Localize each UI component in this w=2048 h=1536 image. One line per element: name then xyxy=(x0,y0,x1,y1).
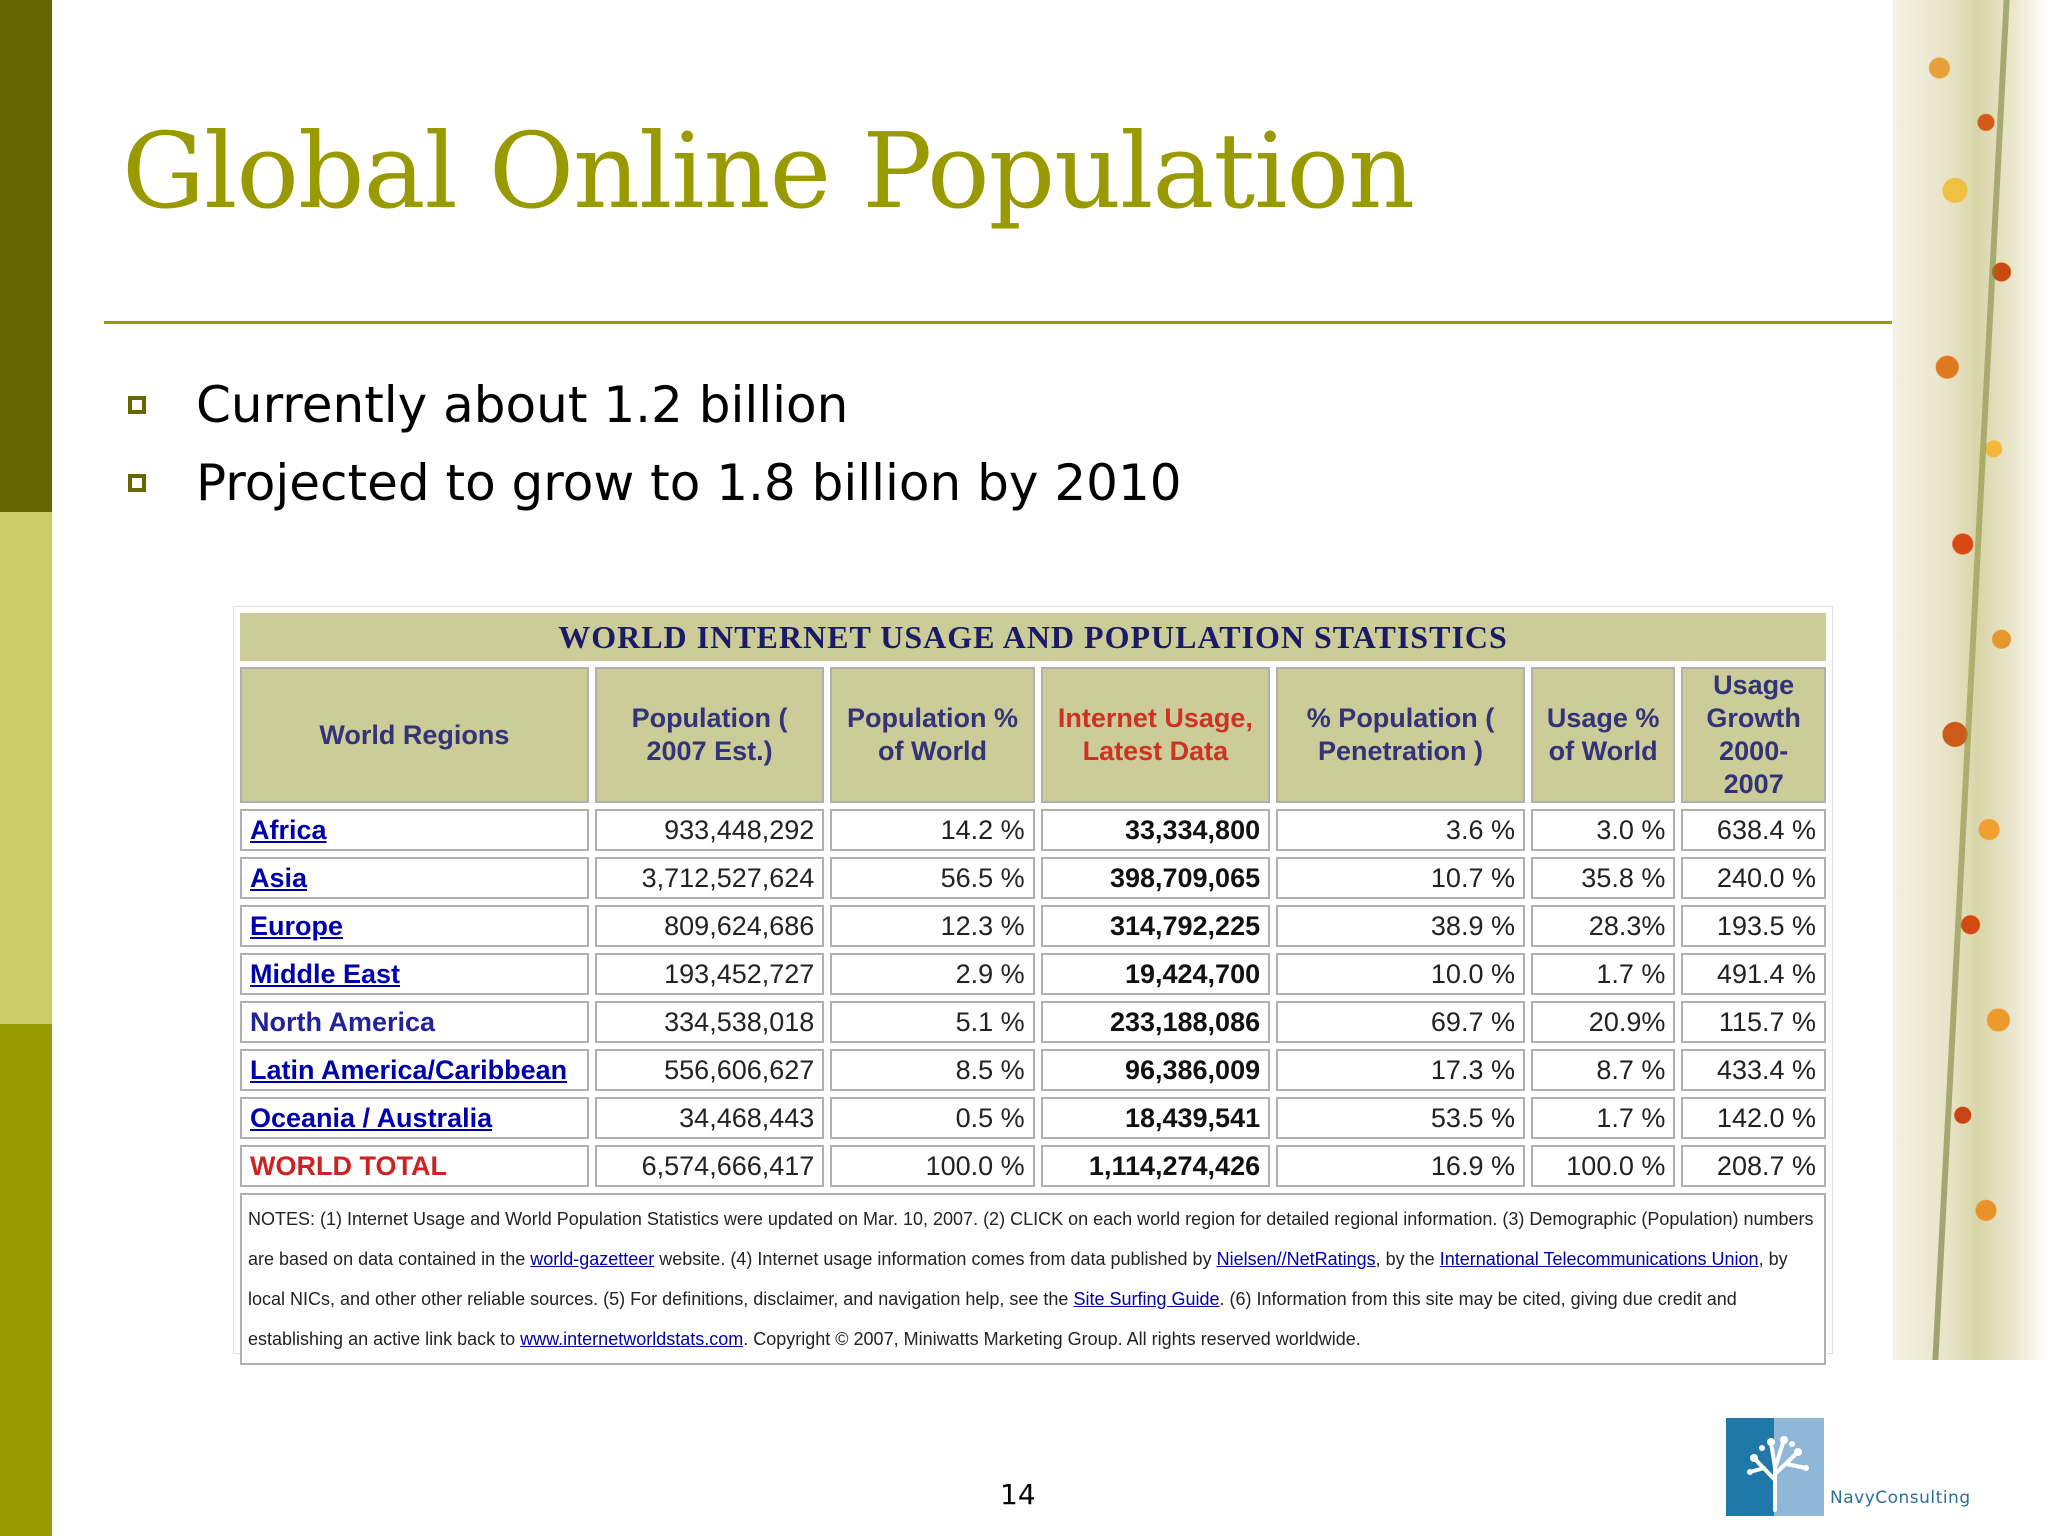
table-notes xyxy=(240,1193,1826,1365)
growth-cell: 240.0 % xyxy=(1681,857,1826,899)
growth-cell: 208.7 % xyxy=(1681,1145,1826,1187)
penetration-cell: 10.7 % xyxy=(1276,857,1525,899)
page-number: 14 xyxy=(1000,1478,1036,1511)
bullet-text: Currently about 1.2 billion xyxy=(196,376,849,434)
floral-decoration xyxy=(1893,0,2048,1360)
notes-text: , by the xyxy=(1375,1249,1440,1269)
notes-link-nielsen[interactable]: Nielsen//NetRatings xyxy=(1216,1249,1376,1269)
header-internet-usage: Internet Usage, Latest Data xyxy=(1041,667,1270,803)
growth-cell: 638.4 % xyxy=(1681,809,1826,851)
table-row-total xyxy=(240,1145,1826,1187)
notes-text: . (6) Information from this site may be cited, giving due credit and establishing an active link back to xyxy=(248,1289,1737,1349)
usage-cell: 33,334,800 xyxy=(1041,809,1270,851)
slide-title: Global Online Population xyxy=(122,110,1415,232)
notes-link-site-guide[interactable]: Site Surfing Guide xyxy=(1073,1289,1220,1309)
population-cell: 6,574,666,417 xyxy=(595,1145,824,1187)
usage-cell: 314,792,225 xyxy=(1041,905,1270,947)
notes-text: , by local NICs, and other other reliable sources. (5) For definitions, disclaimer, and navigation help, see the xyxy=(248,1249,1788,1309)
usage-pct-cell: 20.9% xyxy=(1531,1001,1675,1043)
usage-cell: 96,386,009 xyxy=(1041,1049,1270,1091)
bullet-item xyxy=(128,444,1182,522)
bullet-list xyxy=(128,366,1182,522)
left-bar-light xyxy=(0,512,52,1024)
population-pct-cell: 0.5 % xyxy=(830,1097,1034,1139)
penetration-cell: 3.6 % xyxy=(1276,809,1525,851)
notes-link-website[interactable]: www.internetworldstats.com xyxy=(520,1329,744,1349)
population-pct-cell: 14.2 % xyxy=(830,809,1034,851)
population-pct-cell: 2.9 % xyxy=(830,953,1034,995)
title-divider xyxy=(104,321,1892,324)
region-cell[interactable]: Asia xyxy=(240,857,589,899)
header-population: Population ( 2007 Est.) xyxy=(595,667,824,803)
population-cell: 193,452,727 xyxy=(595,953,824,995)
company-logo xyxy=(1726,1418,1976,1522)
table-row xyxy=(240,857,1826,899)
table-row xyxy=(240,1049,1826,1091)
notes-text: . Copyright © 2007, Miniwatts Marketing Group. All rights reserved worldwide. xyxy=(743,1329,1361,1349)
region-cell[interactable]: North America xyxy=(240,1001,589,1043)
notes-text: website. (4) Internet usage information comes from data published by xyxy=(654,1249,1217,1269)
header-usage-pct: Usage % of World xyxy=(1531,667,1675,803)
header-penetration: % Population ( Penetration ) xyxy=(1276,667,1525,803)
usage-pct-cell: 8.7 % xyxy=(1531,1049,1675,1091)
population-pct-cell: 8.5 % xyxy=(830,1049,1034,1091)
table-row xyxy=(240,809,1826,851)
square-bullet-icon xyxy=(128,474,146,492)
penetration-cell: 10.0 % xyxy=(1276,953,1525,995)
region-cell[interactable]: Latin America/Caribbean xyxy=(240,1049,589,1091)
region-cell[interactable]: Africa xyxy=(240,809,589,851)
region-cell[interactable]: Europe xyxy=(240,905,589,947)
header-world-regions: World Regions xyxy=(240,667,589,803)
usage-cell: 233,188,086 xyxy=(1041,1001,1270,1043)
population-cell: 3,712,527,624 xyxy=(595,857,824,899)
table-row xyxy=(240,1097,1826,1139)
table-row xyxy=(240,1001,1826,1043)
usage-pct-cell: 100.0 % xyxy=(1531,1145,1675,1187)
population-cell: 334,538,018 xyxy=(595,1001,824,1043)
bullet-item xyxy=(128,366,1182,444)
header-population-pct: Population % of World xyxy=(830,667,1034,803)
usage-pct-cell: 1.7 % xyxy=(1531,953,1675,995)
table-row xyxy=(240,953,1826,995)
growth-cell: 142.0 % xyxy=(1681,1097,1826,1139)
population-cell: 809,624,686 xyxy=(595,905,824,947)
notes-link-world-gazetteer[interactable]: world-gazetteer xyxy=(530,1249,655,1269)
table-notes-row xyxy=(240,1193,1826,1365)
usage-pct-cell: 35.8 % xyxy=(1531,857,1675,899)
table-header-row xyxy=(240,667,1826,803)
bullet-text: Projected to grow to 1.8 billion by 2010 xyxy=(196,454,1182,512)
penetration-cell: 17.3 % xyxy=(1276,1049,1525,1091)
penetration-cell: 16.9 % xyxy=(1276,1145,1525,1187)
penetration-cell: 69.7 % xyxy=(1276,1001,1525,1043)
tree-logo-icon xyxy=(1726,1418,1824,1516)
growth-cell: 115.7 % xyxy=(1681,1001,1826,1043)
growth-cell: 433.4 % xyxy=(1681,1049,1826,1091)
region-cell[interactable]: Middle East xyxy=(240,953,589,995)
square-bullet-icon xyxy=(128,396,146,414)
usage-pct-cell: 3.0 % xyxy=(1531,809,1675,851)
region-cell: WORLD TOTAL xyxy=(240,1145,589,1187)
logo-text: NavyConsulting xyxy=(1830,1488,1971,1508)
header-usage-growth: Usage Growth 2000-2007 xyxy=(1681,667,1826,803)
growth-cell: 491.4 % xyxy=(1681,953,1826,995)
usage-cell: 19,424,700 xyxy=(1041,953,1270,995)
table-row xyxy=(240,905,1826,947)
population-pct-cell: 5.1 % xyxy=(830,1001,1034,1043)
population-pct-cell: 12.3 % xyxy=(830,905,1034,947)
usage-cell: 398,709,065 xyxy=(1041,857,1270,899)
penetration-cell: 38.9 % xyxy=(1276,905,1525,947)
table-title: WORLD INTERNET USAGE AND POPULATION STATISTICS xyxy=(240,613,1826,661)
region-cell[interactable]: Oceania / Australia xyxy=(240,1097,589,1139)
population-cell: 933,448,292 xyxy=(595,809,824,851)
usage-pct-cell: 28.3% xyxy=(1531,905,1675,947)
population-cell: 34,468,443 xyxy=(595,1097,824,1139)
population-pct-cell: 100.0 % xyxy=(830,1145,1034,1187)
penetration-cell: 53.5 % xyxy=(1276,1097,1525,1139)
table-body xyxy=(240,809,1826,1139)
usage-cell: 1,114,274,426 xyxy=(1041,1145,1270,1187)
notes-text: NOTES: (1) Internet Usage and World Population Statistics were updated on Mar. 10, 2007. (2) CLICK on each world region for detailed regional information. (3) Demographic (Population) numbers are based on data contained in the xyxy=(248,1209,1814,1269)
growth-cell: 193.5 % xyxy=(1681,905,1826,947)
left-bar-mid xyxy=(0,1024,52,1536)
population-pct-cell: 56.5 % xyxy=(830,857,1034,899)
table-title-row xyxy=(240,613,1826,661)
notes-link-itu[interactable]: International Telecommunications Union xyxy=(1439,1249,1759,1269)
statistics-table xyxy=(234,607,1832,1371)
statistics-table-image xyxy=(233,606,1833,1354)
usage-pct-cell: 1.7 % xyxy=(1531,1097,1675,1139)
usage-cell: 18,439,541 xyxy=(1041,1097,1270,1139)
left-bar-dark xyxy=(0,0,52,512)
population-cell: 556,606,627 xyxy=(595,1049,824,1091)
